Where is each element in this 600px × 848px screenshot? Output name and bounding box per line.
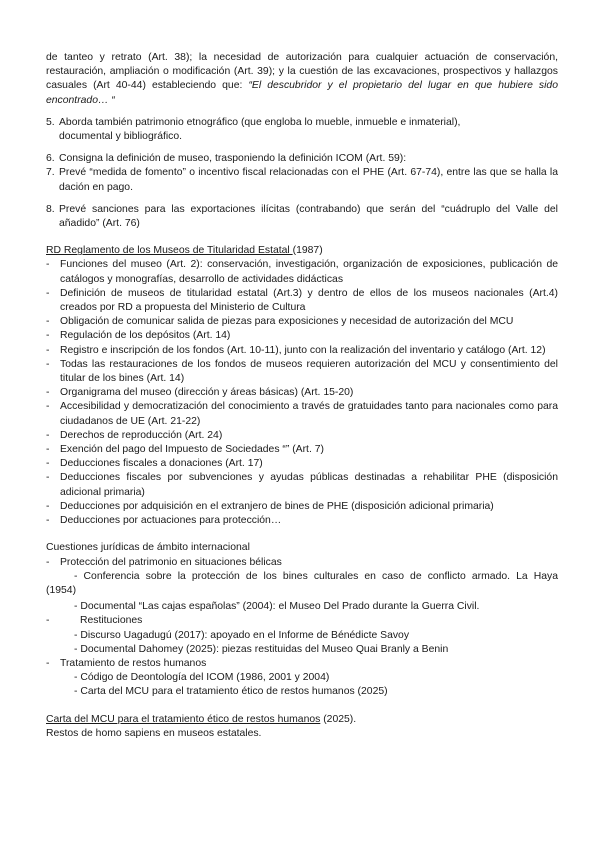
dash-bullet: - <box>46 358 50 370</box>
list-item: - Deducciones fiscales a donaciones (Art. 17) <box>46 457 558 471</box>
item-number: 8. <box>46 203 55 215</box>
dash-bullet: - <box>46 515 50 527</box>
conference-line: - Conferencia sobre la protección de los bines culturales en caso de conflicto armado. La Haya <box>74 570 558 582</box>
document-body <box>46 51 558 741</box>
item-text: Consigna la definición de museo, trasponiendo la definición ICOM (Art. 59): <box>59 153 407 165</box>
item-number: 5. <box>46 116 55 128</box>
carta-line: - Carta del MCU para el tratamiento ético de restos humanos (2025) <box>74 686 388 698</box>
documental-dahomey: - Documental Dahomey (2025): piezas restituidas del Museo Quai Branly a Benin <box>74 643 449 655</box>
dash-bullet: - <box>46 500 50 512</box>
intro-paragraph <box>46 51 558 108</box>
intro-quote: “El descubridor y el propietario del lugar en que hubiere sido encontrado… “ <box>46 80 558 106</box>
item-text: Aborda también patrimonio etnográfico (que engloba lo mueble, inmueble e inmaterial), documental y bibliográfico. <box>59 116 461 143</box>
list-item: - Funciones del museo (Art. 2): conservación, investigación, organización de exposiciones, publicación de catálogos y monografías, desarrollo de actividades didácticas <box>46 259 558 285</box>
dash-bullet: - <box>46 458 50 470</box>
list-item: - Todas las restauraciones de los fondos de museos requieren autorización del MCU y consentimiento del titular de los bines (Art. 14) <box>46 358 558 385</box>
dash-bullet: - <box>46 344 50 356</box>
documental-cajas: - Documental “Las cajas españolas” (2004): el Museo Del Prado durante la Guerra Civil. <box>74 601 480 613</box>
list-item: - Accesibilidad y democratización del conocimiento a través de gratuidades tanto para nacionales como para ciudadanos de UE (Art. 21-22) <box>46 401 558 427</box>
carta-link[interactable]: Carta del MCU para el tratamiento ético de restos humanos <box>46 713 321 725</box>
list-item: - Registro e inscripción de los fondos (Art. 10-11), junto con la realización del inventario y catálogo (Art. 12) <box>46 344 558 358</box>
dash-bullet: - <box>46 316 50 328</box>
dash-bullet: - <box>46 444 50 456</box>
conference-year: (1954) <box>46 584 77 596</box>
codigo-line: - Código de Deontología del ICOM (1986, 2001 y 2004) <box>74 672 330 684</box>
list-item: - Regulación de los depósitos (Art. 14) <box>46 329 558 343</box>
numbered-item-7 <box>46 166 558 194</box>
numbered-item-8 <box>46 203 558 231</box>
dash-bullet: - <box>46 259 50 271</box>
item-text: Prevé “medida de fomento” o incentivo fiscal relacionadas con el PHE (Art. 67-74), entre las que se halla la dación en pago. <box>59 167 558 193</box>
dash-bullet: - <box>46 615 50 627</box>
intl-heading: Cuestiones jurídicas de ámbito internacional <box>46 542 250 554</box>
carta-subtext: Restos de homo sapiens en museos estatales. <box>46 727 262 739</box>
item-text: Prevé sanciones para las exportaciones ilícitas (contrabando) que serán del “cuádruplo del Valle del añadido” (Art. 76) <box>59 203 558 230</box>
carta-heading <box>46 713 558 727</box>
rd-heading <box>46 244 558 258</box>
rd-list <box>46 258 558 528</box>
list-item: - Organigrama del museo (dirección y áreas básicas) (Art. 15-20) <box>46 386 558 400</box>
dash-bullet: - <box>46 472 50 484</box>
intl-item-war: - Protección del patrimonio en situaciones bélicas <box>46 556 558 570</box>
dash-bullet: - <box>46 657 50 669</box>
intl-item-restituciones: - Restituciones <box>46 614 558 628</box>
item-number: 7. <box>46 167 55 179</box>
numbered-item-5 <box>46 116 558 144</box>
list-item: - Exención del pago del Impuesto de Sociedades “” (Art. 7) <box>46 443 558 457</box>
dash-bullet: - <box>46 287 50 299</box>
dash-bullet: - <box>46 556 50 568</box>
dash-bullet: - <box>46 330 50 342</box>
list-item: - Definición de museos de titularidad estatal (Art.3) y dentro de ellos de los museos nacionales (Art.4) creados por RD a propuesta del Ministerio de Cultura <box>46 287 558 314</box>
rd-year: (1987) <box>292 245 323 257</box>
list-item: - Deducciones fiscales por subvenciones y ayudas públicas destinadas a rehabilitar PHE (disposición adicional primaria) <box>46 472 558 498</box>
list-item: - Obligación de comunicar salida de piezas para exposiciones y necesidad de autorización del MCU <box>46 315 558 329</box>
list-item: - Derechos de reproducción (Art. 24) <box>46 429 558 443</box>
discurso-line: - Discurso Uagadugú (2017): apoyado en el Informe de Bénédicte Savoy <box>74 629 410 641</box>
dash-bullet: - <box>46 401 50 413</box>
intl-item-restos: - Tratamiento de restos humanos <box>46 657 558 671</box>
carta-year: (2025). <box>320 713 357 725</box>
numbered-item-6 <box>46 152 558 166</box>
list-item: - Deducciones por adquisición en el extranjero de bines de PHE (disposición adicional primaria) <box>46 500 558 514</box>
list-item: - Deducciones por actuaciones para protección… <box>46 514 558 528</box>
item-number: 6. <box>46 153 55 165</box>
dash-bullet: - <box>46 429 50 441</box>
dash-bullet: - <box>46 387 50 399</box>
intro-text: de tanteo y retrato (Art. 38); la necesidad de autorización para cualquier actuación de conservación, restauración, ampliación o modificación (Art. 39); y la cuestión de las excavaciones, prospectivos y hallazgos casuales (Art 40-44) estableciendo que: <box>46 52 558 92</box>
rd-heading-link[interactable]: RD Reglamento de los Museos de Titularidad Estatal <box>46 245 293 257</box>
